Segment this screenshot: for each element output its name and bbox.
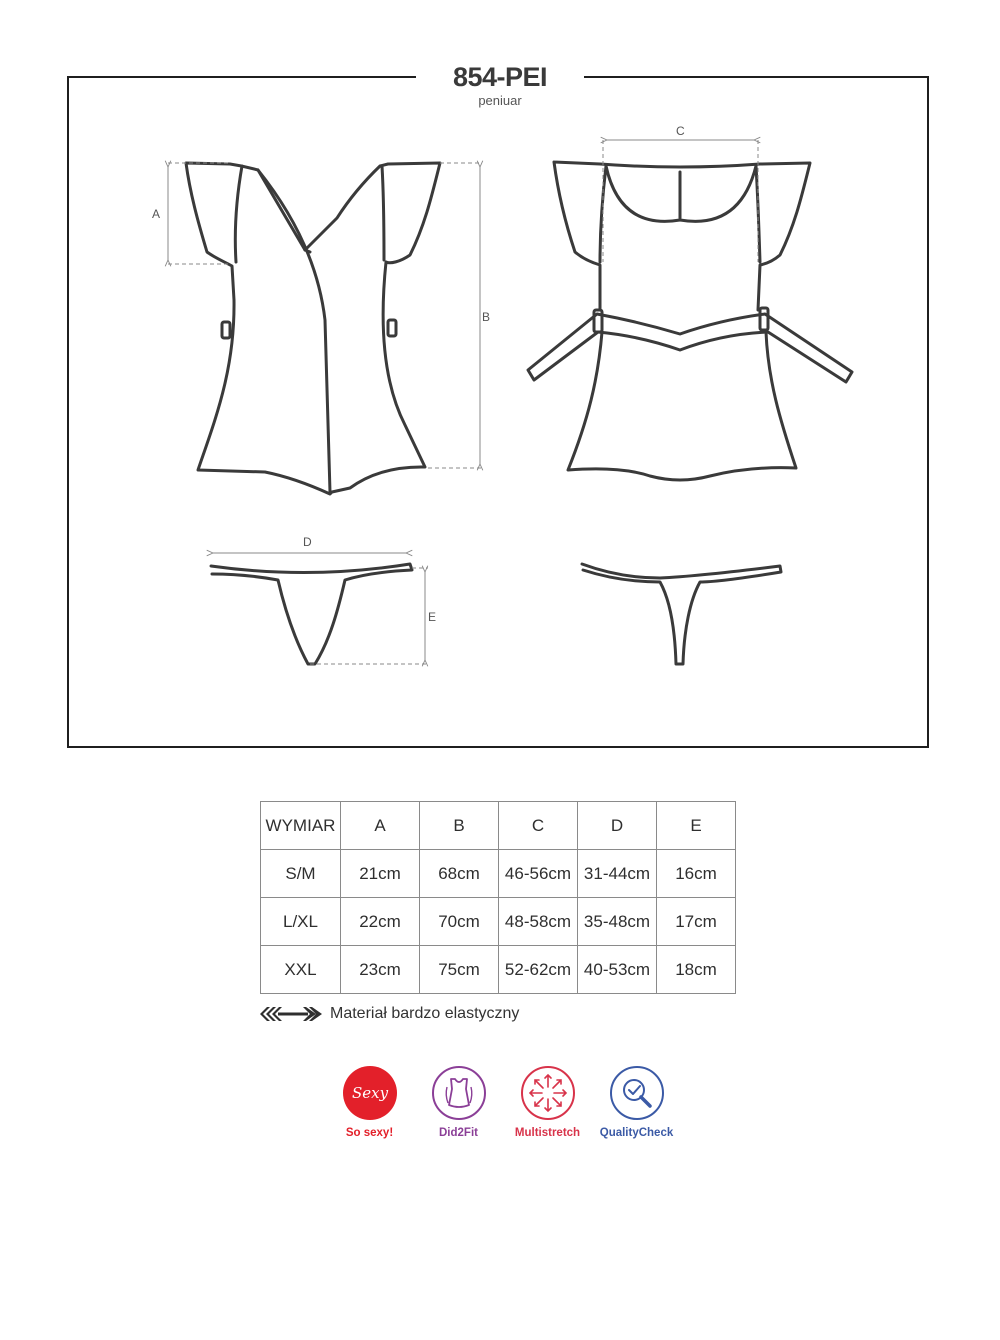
badge-label: Multistretch [514, 1127, 581, 1139]
header-cell: C [499, 802, 578, 850]
header-cell: E [657, 802, 736, 850]
dimension-a-label: A [152, 207, 161, 221]
size-cell: L/XL [261, 898, 341, 946]
dimension-b-label: B [482, 310, 491, 324]
badge-label: QualityCheck [599, 1127, 674, 1139]
thong-back-sketch [582, 564, 781, 664]
thong-front-sketch [211, 564, 412, 664]
value-cell: 40-53cm [578, 946, 657, 994]
badge-quality-check [592, 1065, 681, 1139]
material-note [260, 1002, 519, 1026]
value-cell: 18cm [657, 946, 736, 994]
dimension-e-label: E [428, 610, 437, 624]
sexy-icon-text: Sexy [351, 1084, 388, 1102]
table-row [261, 946, 736, 994]
dimension-e [310, 568, 428, 664]
value-cell: 17cm [657, 898, 736, 946]
material-note-text: Materiał bardzo elastyczny [330, 1005, 520, 1022]
badge-label: So sexy! [345, 1127, 394, 1139]
dress-fit-icon [431, 1065, 487, 1121]
size-cell: S/M [261, 850, 341, 898]
value-cell: 46-56cm [499, 850, 578, 898]
badge-did2fit [414, 1065, 503, 1139]
header-cell: A [341, 802, 420, 850]
size-table [260, 801, 736, 994]
value-cell: 23cm [341, 946, 420, 994]
value-cell: 68cm [420, 850, 499, 898]
value-cell: 70cm [420, 898, 499, 946]
sexy-icon [342, 1065, 398, 1121]
product-code: 854-PEI [452, 62, 548, 92]
peignoir-front-sketch [186, 163, 440, 494]
quality-check-icon [609, 1065, 665, 1121]
feature-badges [325, 1065, 681, 1139]
table-row [261, 850, 736, 898]
dimension-d-label: D [303, 535, 312, 549]
value-cell: 52-62cm [499, 946, 578, 994]
multistretch-icon [520, 1065, 576, 1121]
header-cell: B [420, 802, 499, 850]
header-cell: WYMIAR [261, 802, 341, 850]
dimension-a [168, 163, 228, 264]
value-cell: 31-44cm [578, 850, 657, 898]
badge-so-sexy [325, 1065, 414, 1139]
header-cell: D [578, 802, 657, 850]
table-row [261, 898, 736, 946]
value-cell: 35-48cm [578, 898, 657, 946]
value-cell: 48-58cm [499, 898, 578, 946]
badge-label: Did2Fit [439, 1127, 478, 1139]
table-header-row [261, 802, 736, 850]
dimension-b [428, 163, 481, 468]
size-cell: XXL [261, 946, 341, 994]
value-cell: 22cm [341, 898, 420, 946]
value-cell: 21cm [341, 850, 420, 898]
value-cell: 75cm [420, 946, 499, 994]
product-type: peniuar [478, 93, 522, 108]
stretch-arrows-icon [260, 1006, 322, 1022]
title-block [416, 58, 584, 114]
peignoir-back-sketch [528, 162, 852, 480]
badge-multistretch [503, 1065, 592, 1139]
dimension-c-label: C [676, 124, 685, 138]
value-cell: 16cm [657, 850, 736, 898]
